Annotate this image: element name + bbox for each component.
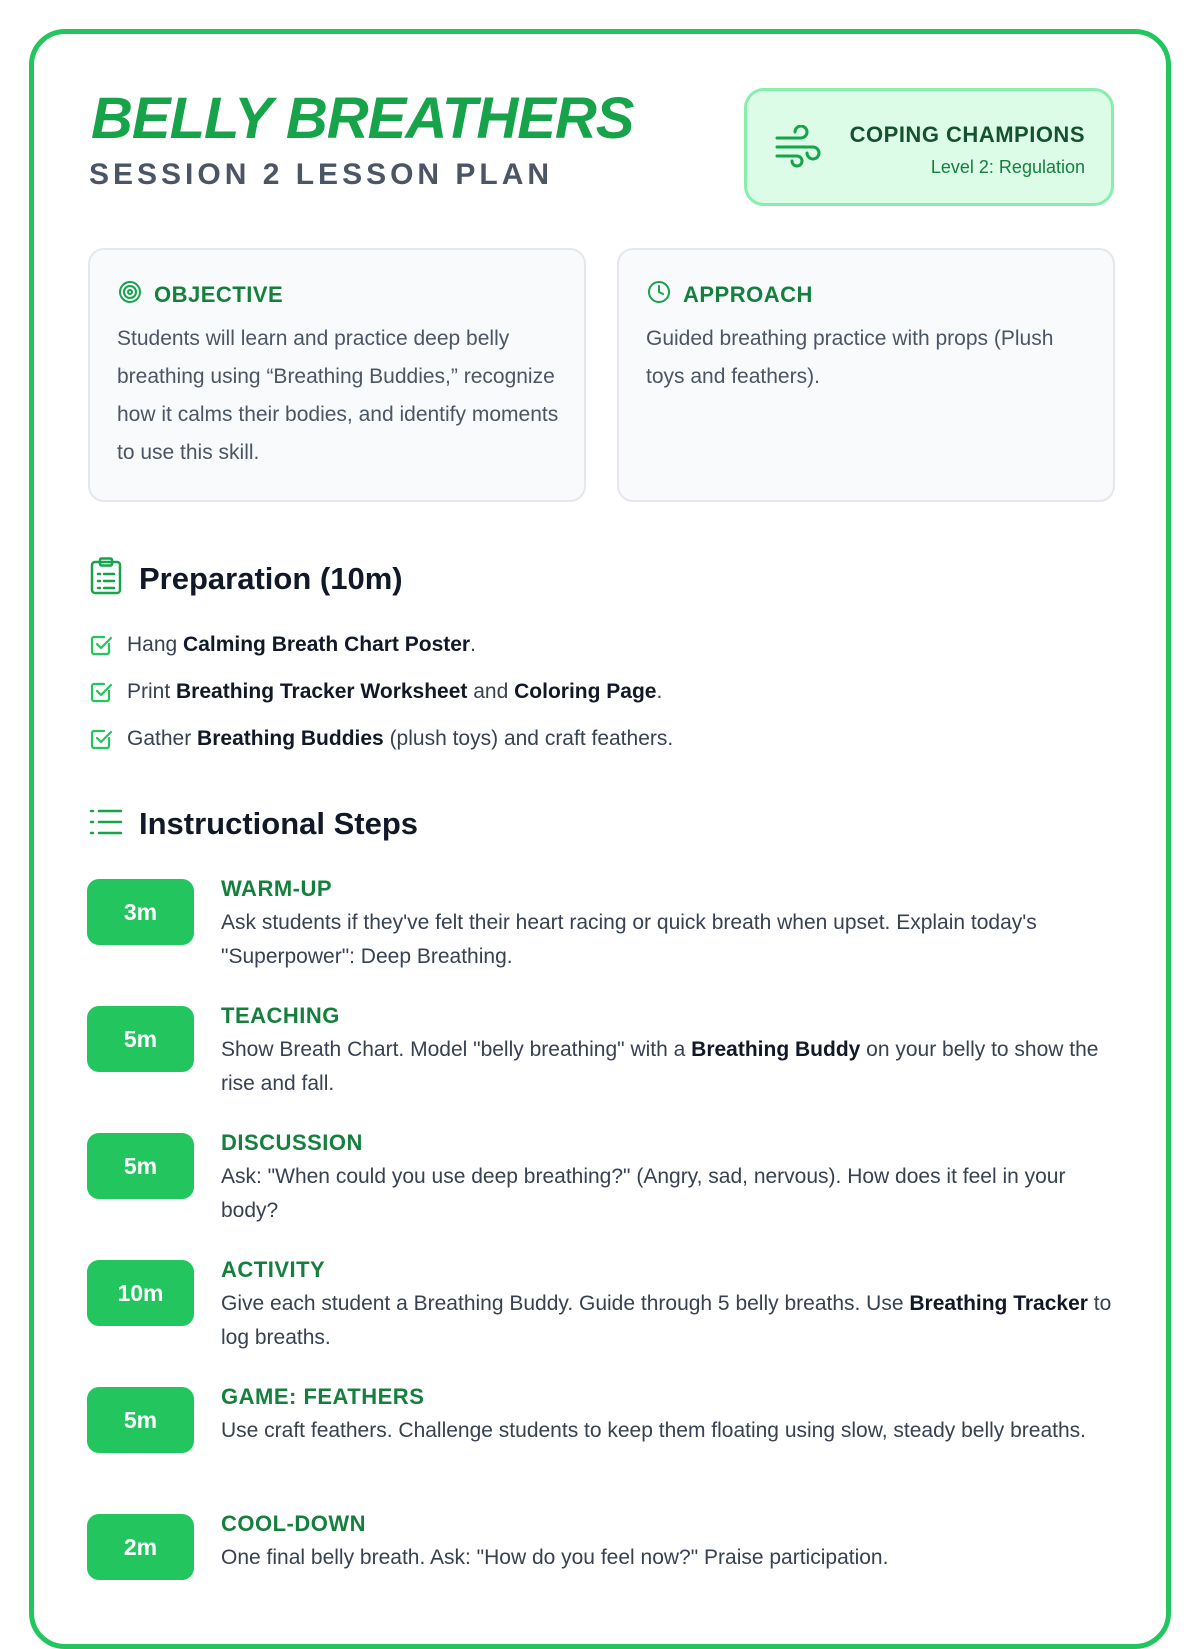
time-badge: 5m xyxy=(87,1133,194,1199)
clipboard-icon xyxy=(89,557,123,600)
clock-icon xyxy=(647,280,671,309)
time-badge: 3m xyxy=(87,879,194,945)
preparation-list xyxy=(89,621,673,762)
objective-card xyxy=(88,248,586,502)
target-icon xyxy=(118,280,142,309)
objective-text: Students will learn and practice deep belly breathing using “Breathing Buddies,” recognize how it calms their bodies, and identify moments to use this skill. xyxy=(117,327,559,464)
steps-heading xyxy=(89,806,418,842)
list-item xyxy=(89,668,673,715)
step-title: COOL-DOWN xyxy=(221,1511,367,1536)
page-title: BELLY BREATHERS xyxy=(91,86,634,151)
time-badge: 2m xyxy=(87,1514,194,1580)
list-item xyxy=(89,621,673,668)
time-badge: 10m xyxy=(87,1260,194,1326)
step-title: GAME: FEATHERS xyxy=(221,1384,425,1409)
badge-subtitle: Level 2: Regulation xyxy=(930,157,1085,177)
page-subtitle: SESSION 2 LESSON PLAN xyxy=(89,158,554,191)
time-badge: 5m xyxy=(87,1006,194,1072)
preparation-heading-text: Preparation (10m) xyxy=(139,560,403,596)
step-text: One final belly breath. Ask: "How do you feel now?" Praise participation. xyxy=(221,1546,889,1569)
checkbox-checked-icon xyxy=(89,680,113,704)
badge-title: COPING CHAMPIONS xyxy=(849,122,1085,147)
preparation-heading xyxy=(89,557,403,600)
steps-heading-text: Instructional Steps xyxy=(139,806,419,841)
approach-label: APPROACH xyxy=(683,281,813,307)
step-title: WARM-UP xyxy=(221,876,333,901)
step-text: Show Breath Chart. Model "belly breathing" with a Breathing Buddy on your belly to show the rise and fall. xyxy=(221,1038,1099,1095)
step-text: Ask students if they've felt their heart racing or quick breath when upset. Explain today's "Superpower": Deep Breathing. xyxy=(221,911,1037,968)
step-text: Ask: "When could you use deep breathing?" (Angry, sad, nervous). How does it feel in your body? xyxy=(221,1165,1066,1222)
approach-card xyxy=(617,248,1115,502)
checkbox-checked-icon xyxy=(89,727,113,751)
level-badge xyxy=(744,88,1114,206)
approach-text: Guided breathing practice with props (Plush toys and feathers). xyxy=(646,327,1054,388)
time-badge: 5m xyxy=(87,1387,194,1453)
objective-label: OBJECTIVE xyxy=(154,281,284,307)
prep-text: Gather Breathing Buddies (plush toys) and craft feathers. xyxy=(127,726,674,750)
prep-text: Hang Calming Breath Chart Poster. xyxy=(127,632,476,656)
prep-text: Print Breathing Tracker Worksheet and Coloring Page. xyxy=(127,679,663,703)
step-text: Use craft feathers. Challenge students to keep them floating using slow, steady belly breaths. xyxy=(221,1419,1086,1442)
list-item xyxy=(89,715,673,762)
wind-icon xyxy=(775,125,825,174)
step-title: TEACHING xyxy=(221,1003,340,1028)
list-icon xyxy=(89,807,123,842)
step-text: Give each student a Breathing Buddy. Guide through 5 belly breaths. Use Breathing Tracker to log breaths. xyxy=(221,1292,1112,1349)
step-title: ACTIVITY xyxy=(221,1257,326,1282)
step-title: DISCUSSION xyxy=(221,1130,363,1155)
checkbox-checked-icon xyxy=(89,633,113,657)
